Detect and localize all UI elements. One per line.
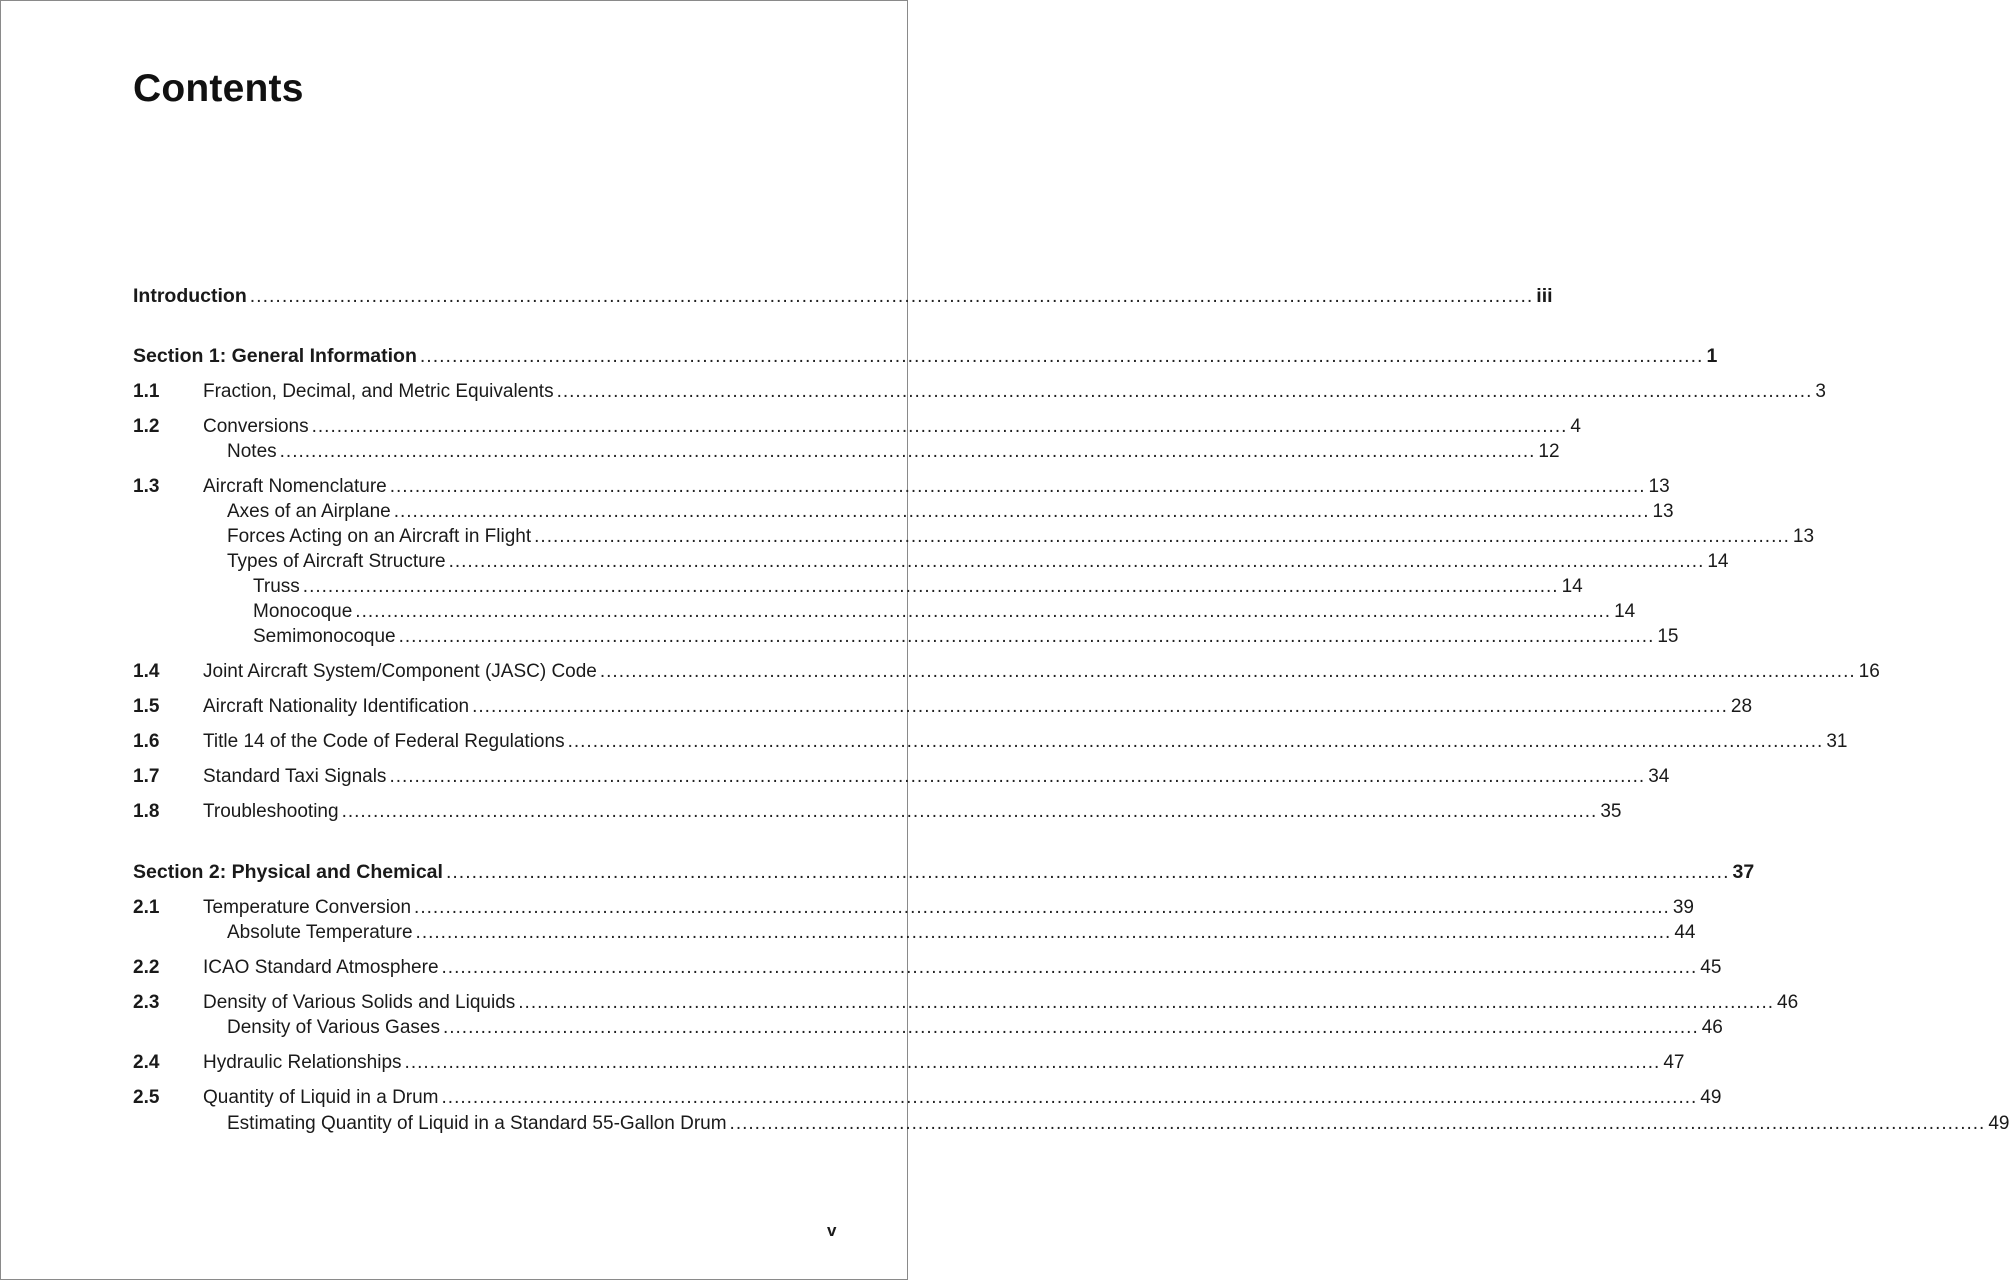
leader-dots: ........................................................................................................................................................................................................ <box>389 766 1646 787</box>
toc-number: 1.4 <box>133 661 160 682</box>
leader-dots: ........................................................................................................................................................................................................ <box>534 526 1790 547</box>
toc-page-number: 28 <box>1730 696 1753 717</box>
leader-dots: ........................................................................................................................................................................................................ <box>472 696 1728 717</box>
toc-label: Fraction, Decimal, and Metric Equivalents <box>203 381 554 402</box>
toc-label: Truss <box>253 576 300 597</box>
toc-label: Quantity of Liquid in a Drum <box>203 1087 439 1108</box>
toc-label: Semimonocoque <box>253 626 396 647</box>
toc-page-number: 44 <box>1674 922 1696 943</box>
toc-page-number: 34 <box>1648 766 1670 787</box>
toc-page-number: 14 <box>1614 601 1636 622</box>
leader-dots: ........................................................................................................................................................................................................ <box>518 992 1775 1013</box>
toc-entry-2-4[interactable] <box>133 1051 1685 1075</box>
page-folio: v <box>827 1221 837 1240</box>
leader-dots: ........................................................................................................................................................................................................ <box>415 922 1672 943</box>
toc-label: Aircraft Nationality Identification <box>203 696 470 717</box>
toc-page-number: 47 <box>1663 1052 1685 1073</box>
leader-dots: ........................................................................................................................................................................................................ <box>302 576 1559 597</box>
toc-label: Introduction <box>133 285 247 307</box>
toc-page-number: 35 <box>1600 801 1622 822</box>
toc-page-number: 49 <box>1700 1087 1722 1108</box>
toc-number: 2.5 <box>133 1087 160 1108</box>
toc-label: Axes of an Airplane <box>227 501 391 522</box>
toc-subentry-semimonocoque[interactable] <box>133 625 1679 649</box>
toc-entry-2-3[interactable] <box>133 991 1799 1015</box>
toc-label: Estimating Quantity of Liquid in a Standard 55-Gallon Drum <box>227 1113 727 1134</box>
toc-page-number: 1 <box>1706 345 1718 367</box>
toc-page-number: 3 <box>1815 381 1826 402</box>
leader-dots: ........................................................................................................................................................................................................ <box>729 1113 1986 1134</box>
toc-label: Temperature Conversion <box>203 897 412 918</box>
toc-label: Section 2: Physical and Chemical <box>133 861 443 883</box>
toc-subentry-truss[interactable] <box>133 575 1583 599</box>
toc-page-number: 14 <box>1561 576 1583 597</box>
toc-entry-1-6[interactable] <box>133 730 1848 754</box>
leader-dots: ........................................................................................................................................................................................................ <box>414 897 1670 918</box>
leader-dots: ........................................................................................................................................................................................................ <box>445 861 1730 883</box>
leader-dots: ........................................................................................................................................................................................................ <box>419 345 1704 367</box>
leader-dots: ........................................................................................................................................................................................................ <box>448 551 1705 572</box>
toc-label: Monocoque <box>253 601 353 622</box>
toc-page-number: 31 <box>1826 731 1848 752</box>
toc-entry-introduction[interactable] <box>133 284 1553 308</box>
toc-subentry-structure-types[interactable] <box>133 550 1729 574</box>
toc-number: 1.8 <box>133 801 160 822</box>
leader-dots: ........................................................................................................................................................................................................ <box>279 441 1536 462</box>
toc-page-number: 46 <box>1777 992 1799 1013</box>
page-title: Contents <box>133 67 304 110</box>
toc-page-number: 14 <box>1707 551 1729 572</box>
leader-dots: ........................................................................................................................................................................................................ <box>404 1052 1661 1073</box>
toc-label: Conversions <box>203 416 309 437</box>
toc-label: Joint Aircraft System/Component (JASC) Code <box>203 661 597 682</box>
toc-number: 2.4 <box>133 1052 160 1073</box>
toc-subentry-notes[interactable] <box>133 440 1560 464</box>
toc-entry-1-2[interactable] <box>133 415 1581 439</box>
toc-label: Section 1: General Information <box>133 345 417 367</box>
leader-dots: ........................................................................................................................................................................................................ <box>441 957 1698 978</box>
toc-number: 1.3 <box>133 476 160 497</box>
toc-entry-2-5[interactable] <box>133 1086 1722 1110</box>
toc-page-number: iii <box>1536 285 1553 307</box>
toc-number: 2.2 <box>133 957 160 978</box>
toc-number: 1.5 <box>133 696 160 717</box>
leader-dots: ........................................................................................................................................................................................................ <box>341 801 1598 822</box>
toc-label: Types of Aircraft Structure <box>227 551 446 572</box>
toc-number: 2.3 <box>133 992 160 1013</box>
leader-dots: ........................................................................................................................................................................................................ <box>599 661 1856 682</box>
leader-dots: ........................................................................................................................................................................................................ <box>442 1017 1699 1038</box>
toc-page-number: 15 <box>1657 626 1679 647</box>
toc-subentry-density-gases[interactable] <box>133 1016 1723 1040</box>
toc-entry-1-8[interactable] <box>133 800 1622 824</box>
toc-page-number: 16 <box>1858 661 1880 682</box>
toc-page-number: 39 <box>1672 897 1694 918</box>
toc-subentry-monocoque[interactable] <box>133 600 1636 624</box>
leader-dots: ........................................................................................................................................................................................................ <box>311 416 1568 437</box>
toc-subentry-absolute-temperature[interactable] <box>133 921 1696 945</box>
leader-dots: ........................................................................................................................................................................................................ <box>567 731 1824 752</box>
toc-number: 1.1 <box>133 381 160 402</box>
toc-entry-1-4[interactable] <box>133 660 1880 684</box>
leader-dots: ........................................................................................................................................................................................................ <box>398 626 1655 647</box>
toc-page-number: 49 <box>1988 1113 2009 1134</box>
toc-label: ICAO Standard Atmosphere <box>203 957 439 978</box>
toc-page-number: 46 <box>1701 1017 1723 1038</box>
leader-dots: ........................................................................................................................................................................................................ <box>393 501 1650 522</box>
toc-page-number: 13 <box>1648 476 1670 497</box>
leader-dots: ........................................................................................................................................................................................................ <box>249 285 1534 307</box>
toc-label: Title 14 of the Code of Federal Regulations <box>203 731 565 752</box>
toc-subentry-estimating-drum[interactable] <box>133 1112 2009 1136</box>
toc-label: Standard Taxi Signals <box>203 766 387 787</box>
leader-dots: ........................................................................................................................................................................................................ <box>441 1087 1698 1108</box>
leader-dots: ........................................................................................................................................................................................................ <box>355 601 1612 622</box>
toc-subentry-forces[interactable] <box>133 525 1815 549</box>
toc-number: 1.6 <box>133 731 160 752</box>
toc-entry-1-7[interactable] <box>133 765 1670 789</box>
toc-page-number: 45 <box>1700 957 1722 978</box>
toc-label: Hydraulic Relationships <box>203 1052 402 1073</box>
leader-dots: ........................................................................................................................................................................................................ <box>556 381 1813 402</box>
toc-number: 1.2 <box>133 416 160 437</box>
toc-entry-2-1[interactable] <box>133 896 1694 920</box>
toc-label: Troubleshooting <box>203 801 339 822</box>
toc-label: Forces Acting on an Aircraft in Flight <box>227 526 532 547</box>
toc-page-number: 12 <box>1538 441 1560 462</box>
toc-entry-section-2[interactable] <box>133 860 1755 884</box>
toc-label: Notes <box>227 441 277 462</box>
toc-label: Density of Various Solids and Liquids <box>203 992 516 1013</box>
toc-page-number: 13 <box>1652 501 1674 522</box>
toc-label: Absolute Temperature <box>227 922 413 943</box>
toc-subentry-axes[interactable] <box>133 500 1674 524</box>
toc-page-number: 13 <box>1792 526 1815 547</box>
toc-entry-1-1[interactable] <box>133 380 1826 404</box>
toc-label: Density of Various Gases <box>227 1017 440 1038</box>
toc-number: 1.7 <box>133 766 160 787</box>
toc-number: 2.1 <box>133 897 160 918</box>
toc-entry-1-3[interactable] <box>133 475 1670 499</box>
toc-entry-2-2[interactable] <box>133 956 1722 980</box>
toc-entry-section-1[interactable] <box>133 344 1718 368</box>
toc-label: Aircraft Nomenclature <box>203 476 387 497</box>
toc-page-number: 37 <box>1732 861 1755 883</box>
leader-dots: ........................................................................................................................................................................................................ <box>389 476 1646 497</box>
toc-page-number: 4 <box>1570 416 1581 437</box>
toc-entry-1-5[interactable] <box>133 695 1753 719</box>
